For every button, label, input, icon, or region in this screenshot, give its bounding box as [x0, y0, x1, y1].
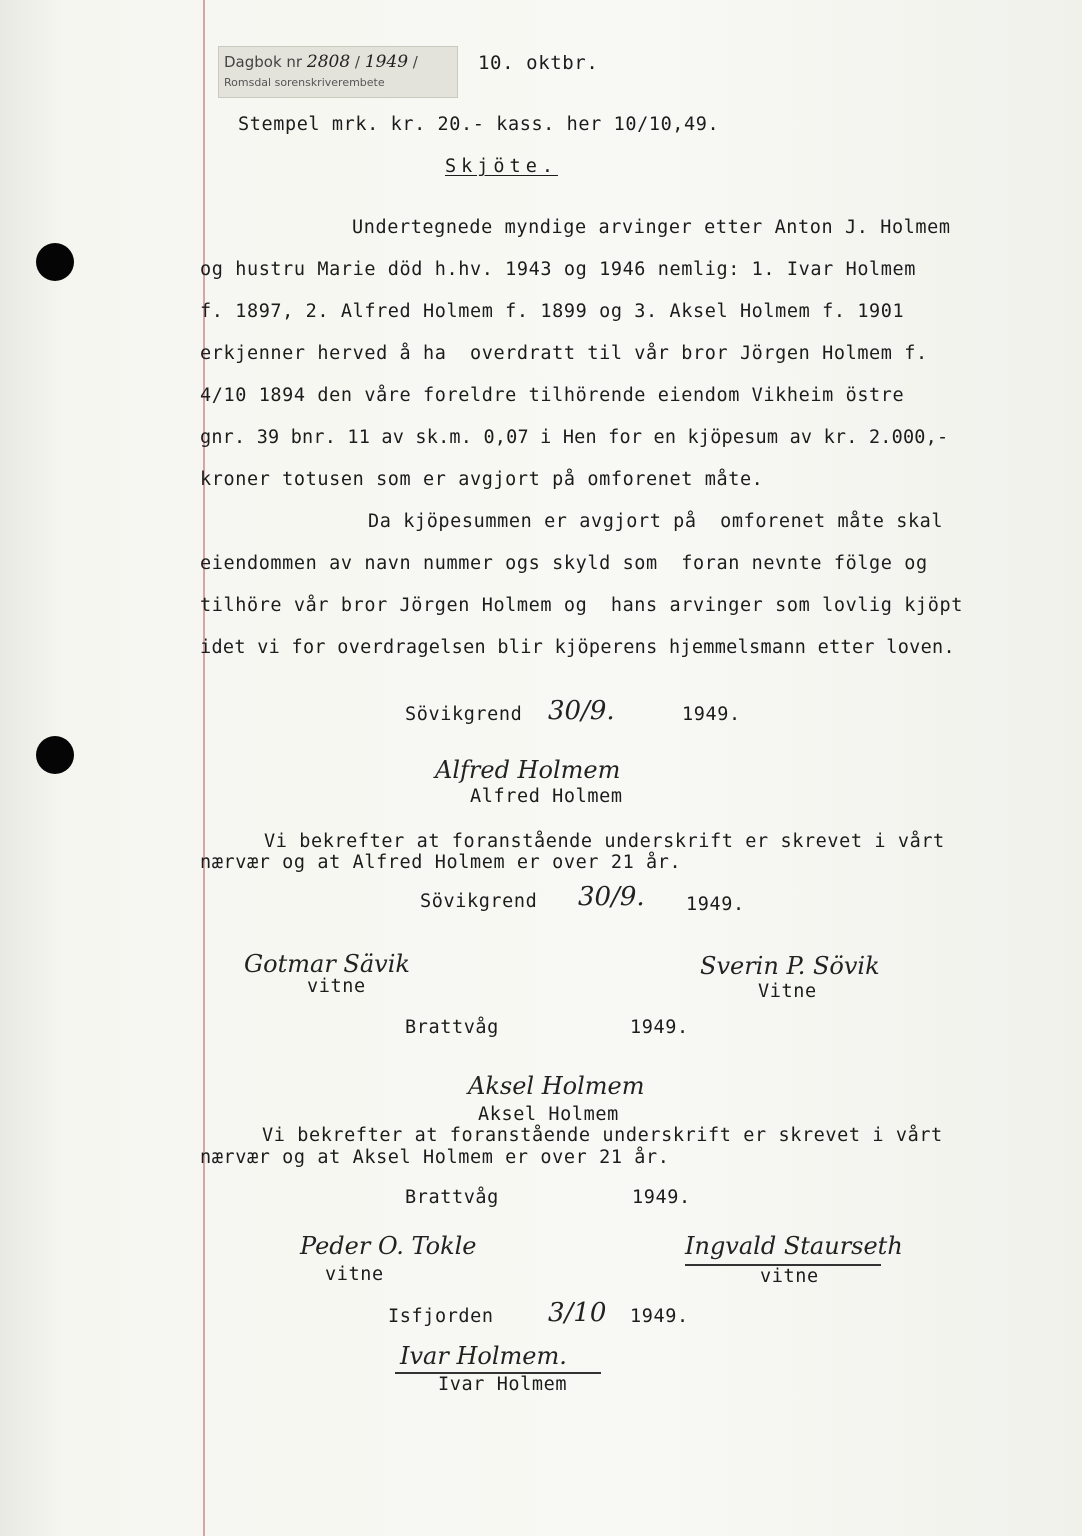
witness-statement-line: Vi bekrefter at foranstående underskrift er skrevet i vårt: [264, 831, 945, 852]
place-4: Brattvåg: [405, 1187, 499, 1208]
signer-name-alfred: Alfred Holmem: [470, 786, 623, 807]
signature-witness-peder: Peder O. Tokle: [300, 1232, 477, 1260]
witness-label: Vitne: [758, 981, 817, 1002]
journal-stamp-line: Dagbok nr 2808 / 1949 /: [224, 52, 418, 72]
paragraph1-line: og hustru Marie död h.hv. 1943 og 1946 nemlig: 1. Ivar Holmem: [200, 259, 917, 280]
date-5: 3/10: [548, 1298, 607, 1328]
signer-name-ivar: Ivar Holmem: [438, 1374, 568, 1395]
signer-name-aksel: Aksel Holmem: [478, 1104, 619, 1125]
witness-label: vitne: [760, 1266, 819, 1287]
stamp-date: 10. oktbr.: [478, 52, 599, 74]
document-title: Skjöte.: [445, 156, 558, 177]
year-2: 1949.: [686, 894, 745, 915]
margin-rule: [203, 0, 205, 1536]
stamp-year: 1949: [364, 52, 409, 72]
stamp-office: Romsdal sorenskriverembete: [224, 76, 385, 89]
year-1: 1949.: [682, 704, 741, 725]
paragraph2-line: eiendommen av navn nummer ogs skyld som foran nevnte fölge og: [200, 553, 928, 574]
witness-statement-line: nærvær og at Alfred Holmem er over 21 år.: [200, 852, 682, 873]
witness-statement-line: Vi bekrefter at foranstående underskrift er skrevet i vårt: [262, 1125, 943, 1146]
punch-hole-top: [36, 243, 74, 281]
paragraph2-line: idet vi for overdragelsen blir kjöperens hjemmelsmann etter loven.: [200, 637, 955, 658]
year-4: 1949.: [632, 1187, 691, 1208]
paragraph1-line: gnr. 39 bnr. 11 av sk.m. 0,07 i Hen for en kjöpesum av kr. 2.000,-: [200, 427, 949, 448]
place-1: Sövikgrend: [405, 704, 523, 725]
signature-witness-gotmar: Gotmar Sävik: [244, 950, 410, 978]
place-3: Brattvåg: [405, 1017, 499, 1038]
witness-label: vitne: [307, 976, 366, 997]
stamp-number: 2808: [306, 52, 351, 72]
paragraph2-line: Da kjöpesummen er avgjort på omforenet måte skal: [368, 511, 944, 532]
signature-alfred: Alfred Holmem: [435, 756, 621, 784]
paragraph1-line: erkjenner herved å ha overdratt til vår bror Jörgen Holmem f.: [200, 343, 928, 364]
witness-statement-line: nærvær og at Aksel Holmem er over 21 år.: [200, 1147, 670, 1168]
year-3: 1949.: [630, 1017, 689, 1038]
date-2: 30/9.: [578, 882, 645, 912]
place-2: Sövikgrend: [420, 891, 538, 912]
signature-witness-ingvald: Ingvald Staurseth: [685, 1232, 903, 1260]
witness-label: vitne: [325, 1264, 384, 1285]
signature-witness-sverin: Sverin P. Sövik: [700, 952, 880, 980]
paragraph1-line: kroner totusen som er avgjort på omforenet måte.: [200, 469, 764, 490]
stamp-label: Dagbok nr: [224, 53, 303, 71]
punch-hole-middle: [36, 736, 74, 774]
stamp-fee-line: Stempel mrk. kr. 20.- kass. her 10/10,49.: [238, 114, 720, 135]
paragraph1-line: f. 1897, 2. Alfred Holmem f. 1899 og 3. Aksel Holmem f. 1901: [200, 301, 905, 322]
paragraph1-line: Undertegnede myndige arvinger etter Anton J. Holmem: [352, 217, 951, 238]
signature-ivar: Ivar Holmem.: [400, 1342, 567, 1370]
place-5: Isfjorden: [388, 1306, 494, 1327]
date-1: 30/9.: [548, 696, 615, 726]
paragraph1-line: 4/10 1894 den våre foreldre tilhörende eiendom Vikheim östre: [200, 385, 905, 406]
paragraph2-line: tilhöre vår bror Jörgen Holmem og hans arvinger som lovlig kjöpt: [200, 595, 963, 616]
year-5: 1949.: [630, 1306, 689, 1327]
signature-aksel: Aksel Holmem: [468, 1072, 645, 1100]
